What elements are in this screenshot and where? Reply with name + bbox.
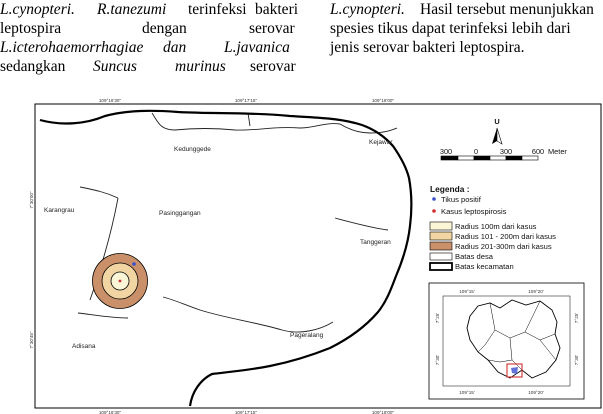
legend-positive-rat-icon — [432, 197, 436, 201]
legend-swatch-district-boundary — [430, 263, 452, 270]
legend-swatch-radius-200 — [430, 232, 452, 240]
village-karangrau: Karangrau — [44, 207, 75, 214]
left-line-4-d: serovar — [250, 58, 296, 75]
inset-map — [429, 283, 584, 399]
right-line-1-a: L.cynopteri. — [330, 1, 405, 18]
coord-bottom-2: 109°17'15" — [234, 410, 258, 414]
coord-left-2: 7°30'45" — [29, 331, 34, 349]
left-line-4-b: Suncus — [93, 58, 137, 75]
coord-bottom-3: 109°18'00" — [371, 410, 395, 414]
legend-label-radius-100: Radius 100m dari kasus — [455, 222, 537, 231]
legend-swatch-radius-300 — [430, 242, 452, 250]
right-line-1-b: Hasil tersebut menunjukkan — [420, 1, 594, 18]
north-label: U — [494, 117, 500, 126]
inset-coord-left-2: 7°30' — [435, 354, 440, 366]
left-line-2-a: leptospira — [0, 20, 62, 37]
village-kejawar: Kejawar — [369, 139, 393, 146]
inset-coord-bottom-2: 109°20' — [528, 390, 544, 395]
left-line-4-c: murinus — [175, 58, 226, 75]
village-tanggeran: Tanggeran — [360, 239, 391, 246]
right-line-3: jenis serovar bakteri leptospira. — [330, 39, 525, 56]
legend-case-icon — [432, 209, 436, 213]
scale-label-300-right: 300 — [499, 147, 513, 156]
left-line-2-b: dengan — [142, 20, 187, 37]
left-line-2-c: serovar — [249, 20, 295, 37]
right-line-2: spesies tikus dapat terinfeksi lebih dari — [330, 20, 571, 37]
case-buffer — [93, 254, 148, 309]
legend-label-district-boundary: Batas kecamatan — [455, 262, 514, 271]
legend-label-case: Kasus leptospirosis — [441, 207, 507, 216]
left-line-1-c: terinfeksi — [188, 1, 247, 18]
legend-label-radius-200: Radius 101 - 200m dari kasus — [455, 232, 556, 241]
left-line-3-a: L.icterohaemorrhagiae — [0, 39, 144, 56]
left-line-4-a: sedangkan — [0, 58, 66, 75]
legend-swatch-village-boundary — [430, 253, 452, 260]
legend-swatch-radius-100 — [430, 222, 452, 230]
inset-coord-top-1: 109°15' — [459, 289, 475, 294]
coord-left-1: 7°30'00" — [29, 191, 34, 209]
inset-coord-top-2: 109°20' — [528, 289, 544, 294]
inset-coord-right-2: 7°30' — [574, 354, 579, 366]
scale-label-unit: Meter — [548, 147, 567, 156]
legend-label-positive-rat: Tikus positif — [441, 195, 481, 204]
village-kedunggede: Kedunggede — [174, 146, 211, 153]
village-pageralang: Pageralang — [290, 332, 324, 339]
left-line-3-c: L.javanica — [224, 39, 290, 56]
scale-label-300-left: 300 — [439, 147, 453, 156]
inset-coord-left-1: 7°25' — [435, 312, 440, 324]
legend-title: Legenda : — [430, 184, 470, 194]
left-line-3-b: dan — [163, 39, 187, 56]
village-adisana: Adisana — [72, 343, 96, 350]
inset-coord-bottom-1: 109°15' — [459, 390, 475, 395]
positive-rat-point — [132, 262, 136, 266]
left-line-1-a: L.cynopteri. — [0, 1, 75, 18]
legend-label-radius-300: Radius 201-300m dari kasus — [455, 242, 552, 251]
coord-bottom-1: 109°16'30" — [98, 410, 122, 414]
coord-top-3: 109°18'00" — [371, 98, 395, 103]
scale-label-0: 0 — [473, 147, 479, 156]
coord-top-1: 109°16'30" — [98, 98, 122, 103]
legend-label-village-boundary: Batas desa — [455, 252, 493, 261]
coord-top-2: 109°17'15" — [234, 98, 258, 103]
inset-coord-right-1: 7°25' — [574, 312, 579, 324]
case-point — [119, 280, 122, 283]
scale-label-600: 600 — [531, 147, 545, 156]
village-pasinggangan: Pasinggangan — [159, 210, 201, 217]
left-line-1-d: bakteri — [255, 1, 299, 18]
left-line-1-b: R.tanezumi — [97, 1, 167, 18]
